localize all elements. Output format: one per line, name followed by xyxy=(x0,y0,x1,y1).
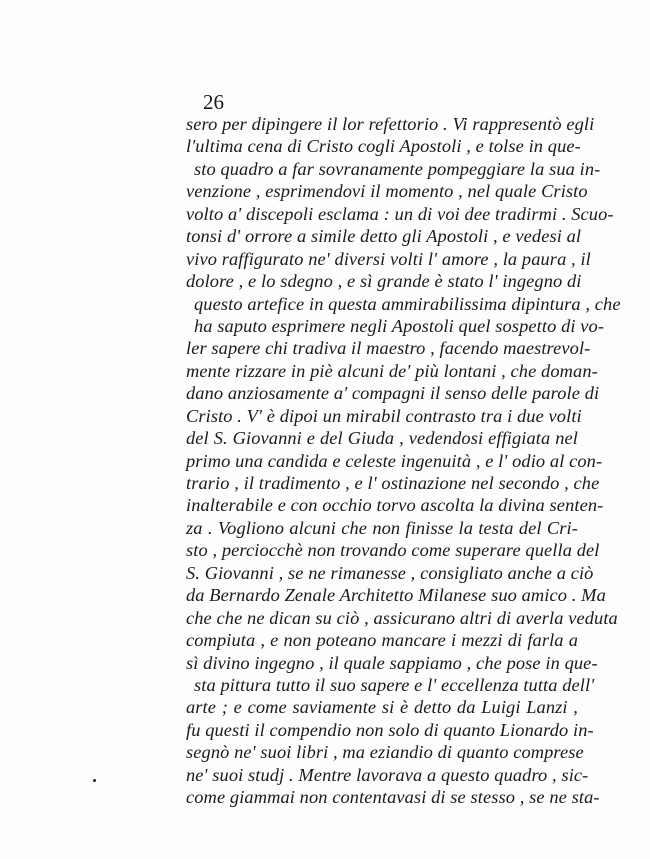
text-line: questo artefice in questa ammirabilissima dipintura , che xyxy=(194,293,621,314)
text-line: come giammai non contentavasi di se stesso , se ne sta- xyxy=(186,787,600,808)
text-line: primo una candida e celeste ingenuità , e l' odio al con- xyxy=(186,450,603,471)
text-line: ler sapere chi tradiva il maestro , facendo maestrevol- xyxy=(186,338,591,359)
page-number: 26 xyxy=(203,90,224,114)
text-line: sì divino ingegno , il quale sappiamo , che pose in que- xyxy=(186,652,598,673)
text-line: dolore , e lo sdegno , e sì grande è stato l' ingegno di xyxy=(186,271,582,292)
text-line: mente rizzare in piè alcuni de' più lontani , che doman- xyxy=(186,360,598,381)
text-line: inalterabile e con occhio torvo ascolta la divina senten- xyxy=(186,495,604,516)
text-line: l'ultima cena di Cristo cogli Apostoli , e tolse in que- xyxy=(186,136,581,157)
text-line: del S. Giovanni e del Giuda , vedendosi effigiata nel xyxy=(186,428,578,449)
text-line: za . Vogliono alcuni che non finisse la testa del Cri- xyxy=(186,517,578,538)
text-line: sto , perciocchè non trovando come superare quella del xyxy=(186,540,600,561)
text-line: arte ; e come saviamente si è detto da Luigi Lanzi , xyxy=(186,697,578,718)
text-line: trario , il tradimento , e l' ostinazione nel secondo , che xyxy=(186,473,600,493)
text-line: segnò ne' suoi libri , ma eziandio di quanto comprese xyxy=(186,742,584,763)
text-line: che che ne dican su ciò , assicurano altri di averla veduta xyxy=(186,607,618,628)
body-text xyxy=(186,113,621,809)
paper-speck xyxy=(93,779,96,782)
text-line: dano anziosamente a' compagni il senso delle parole di xyxy=(186,383,600,404)
text-line: volto a' discepoli esclama : un di voi dee tradirmi . Scuo- xyxy=(186,203,614,224)
text-line: ha saputo esprimere negli Apostoli quel sospetto di vo- xyxy=(194,315,605,336)
text-line: compiuta , e non poteano mancare i mezzi di farla a xyxy=(186,630,578,651)
text-line: vivo raffigurato ne' diversi volti l' amore , la paura , il xyxy=(186,248,591,269)
text-line: da Bernardo Zenale Architetto Milanese suo amico . Ma xyxy=(186,585,606,606)
text-line: fu questi il compendio non solo di quanto Lionardo in- xyxy=(186,719,594,740)
text-line: sta pittura tutto il suo sapere e l' eccellenza tutta dell' xyxy=(194,674,595,695)
text-line: venzione , esprimendovi il momento , nel quale Cristo xyxy=(186,181,588,202)
text-line: sto quadro a far sovranamente pompeggiare la sua in- xyxy=(194,158,601,179)
text-line: S. Giovanni , se ne rimanesse , consigliato anche a ciò xyxy=(186,562,594,583)
text-line: Cristo . V' è dipoi un mirabil contrasto tra i due volti xyxy=(186,405,582,426)
text-line: ne' suoi studj . Mentre lavorava a questo quadro , sic- xyxy=(186,764,589,785)
text-line: tonsi d' orrore a simile detto gli Apostoli , e vedesi al xyxy=(186,226,582,247)
text-line: sero per dipingere il lor refettorio . Vi rappresentò egli xyxy=(186,114,595,134)
